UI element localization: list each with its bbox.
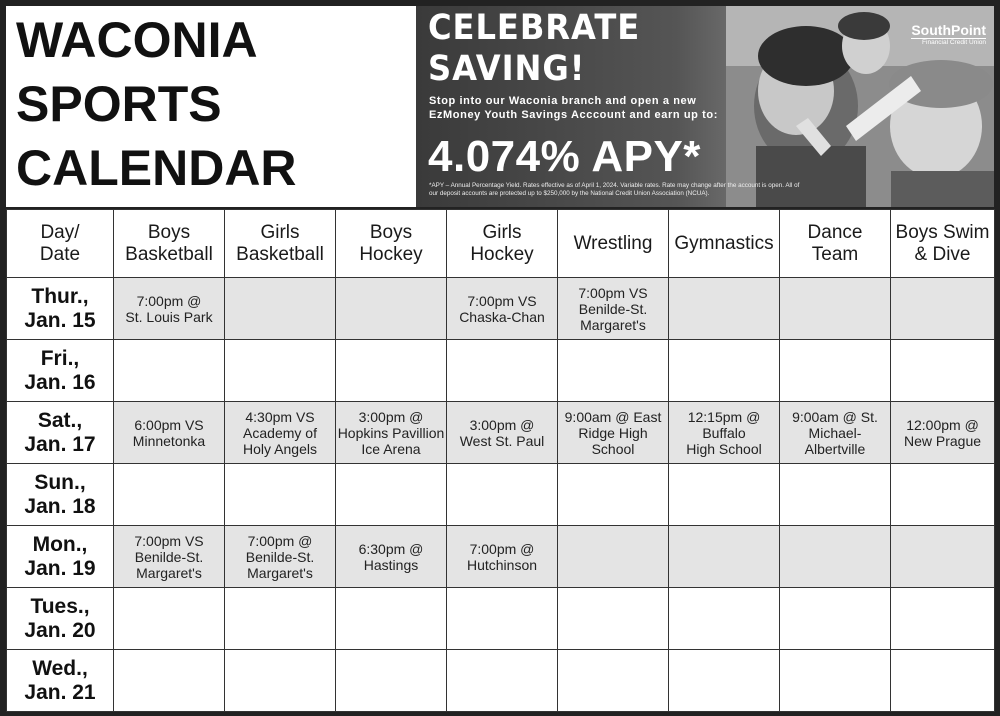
event-cell: [669, 526, 780, 588]
event-cell: 9:00am @ St. Michael-Albertville: [780, 402, 891, 464]
event-cell: [447, 650, 558, 712]
event-cell: [225, 340, 336, 402]
event-cell: 9:00am @ East Ridge High School: [558, 402, 669, 464]
event-cell: [780, 526, 891, 588]
event-cell: [336, 278, 447, 340]
day-date-cell: Fri., Jan. 16: [7, 340, 114, 402]
table-row: [7, 588, 995, 650]
table-row: [7, 464, 995, 526]
page-title: [16, 8, 408, 200]
event-cell: 7:00pm VS Benilde-St. Margaret's: [558, 278, 669, 340]
table-row: [7, 526, 995, 588]
table-row: [7, 340, 995, 402]
column-header: Wrestling: [558, 210, 669, 278]
title-line: SPORTS: [16, 76, 222, 132]
event-cell: [558, 588, 669, 650]
event-cell: [669, 278, 780, 340]
event-cell: 3:00pm @ Hopkins Pavillion Ice Arena: [336, 402, 447, 464]
event-cell: 3:00pm @ West St. Paul: [447, 402, 558, 464]
event-cell: [114, 340, 225, 402]
column-header: Boys Basketball: [114, 210, 225, 278]
event-cell: [891, 464, 995, 526]
event-cell: [558, 526, 669, 588]
event-cell: 7:00pm @ Benilde-St. Margaret's: [225, 526, 336, 588]
event-cell: [891, 340, 995, 402]
day-date-cell: Tues., Jan. 20: [7, 588, 114, 650]
event-cell: [780, 588, 891, 650]
event-cell: 6:00pm VS Minnetonka: [114, 402, 225, 464]
logo-subtitle: Financial Credit Union: [911, 38, 986, 47]
event-cell: [891, 278, 995, 340]
column-header-day: Day/ Date: [7, 210, 114, 278]
table-row: [7, 650, 995, 712]
event-cell: [891, 650, 995, 712]
event-cell: 4:30pm VS Academy of Holy Angels: [225, 402, 336, 464]
ad-headline: [428, 8, 640, 90]
table-row: [7, 278, 995, 340]
ad-rate: 4.074% APY*: [428, 132, 701, 181]
event-cell: [669, 588, 780, 650]
event-cell: [780, 340, 891, 402]
event-cell: [114, 588, 225, 650]
column-header: Gymnastics: [669, 210, 780, 278]
event-cell: 7:00pm VS Benilde-St. Margaret's: [114, 526, 225, 588]
event-cell: [669, 464, 780, 526]
sports-calendar-table: [6, 209, 995, 712]
event-cell: [891, 526, 995, 588]
column-header: Dance Team: [780, 210, 891, 278]
day-date-cell: Wed., Jan. 21: [7, 650, 114, 712]
ad-headline-line: SAVING!: [428, 49, 586, 89]
event-cell: [669, 650, 780, 712]
event-cell: [114, 650, 225, 712]
advertisement: [416, 6, 994, 207]
ad-fine-print: *APY – Annual Percentage Yield. Rates effective as of April 1, 2024. Variable rates. Rate may change after the account is open. All of our deposit accounts are protected up to $250,000 by the National Credit Union Association (NCUA).: [429, 182, 800, 197]
event-cell: [891, 588, 995, 650]
day-date-cell: Sat., Jan. 17: [7, 402, 114, 464]
event-cell: 12:15pm @ Buffalo High School: [669, 402, 780, 464]
event-cell: 12:00pm @ New Prague: [891, 402, 995, 464]
logo-name: SouthPoint: [911, 22, 986, 38]
ad-headline-line: CELEBRATE: [428, 8, 641, 48]
day-date-cell: Mon., Jan. 19: [7, 526, 114, 588]
event-cell: [558, 650, 669, 712]
event-cell: [336, 588, 447, 650]
event-cell: 7:00pm @ Hutchinson: [447, 526, 558, 588]
column-header: Girls Hockey: [447, 210, 558, 278]
event-cell: [558, 340, 669, 402]
event-cell: [114, 464, 225, 526]
event-cell: [225, 588, 336, 650]
event-cell: [336, 340, 447, 402]
event-cell: [336, 650, 447, 712]
event-cell: [225, 464, 336, 526]
event-cell: [558, 464, 669, 526]
day-date-cell: Thur., Jan. 15: [7, 278, 114, 340]
event-cell: [225, 278, 336, 340]
event-cell: 7:00pm VS Chaska-Chan: [447, 278, 558, 340]
event-cell: 6:30pm @ Hastings: [336, 526, 447, 588]
day-date-cell: Sun., Jan. 18: [7, 464, 114, 526]
event-cell: [336, 464, 447, 526]
table-row: [7, 402, 995, 464]
event-cell: [780, 278, 891, 340]
event-cell: [447, 588, 558, 650]
event-cell: [447, 464, 558, 526]
event-cell: [780, 650, 891, 712]
event-cell: [669, 340, 780, 402]
title-line: CALENDAR: [16, 140, 297, 196]
header-row: [7, 210, 995, 278]
ad-body-text: Stop into our Waconia branch and open a new EzMoney Youth Savings Acccount and earn up to:: [429, 95, 718, 121]
column-header: Boys Swim & Dive: [891, 210, 995, 278]
column-header: Boys Hockey: [336, 210, 447, 278]
column-header: Girls Basketball: [225, 210, 336, 278]
event-cell: [780, 464, 891, 526]
southpoint-logo: [911, 22, 986, 47]
event-cell: [447, 340, 558, 402]
title-line: WACONIA: [16, 12, 258, 68]
event-cell: [225, 650, 336, 712]
event-cell: 7:00pm @ St. Louis Park: [114, 278, 225, 340]
